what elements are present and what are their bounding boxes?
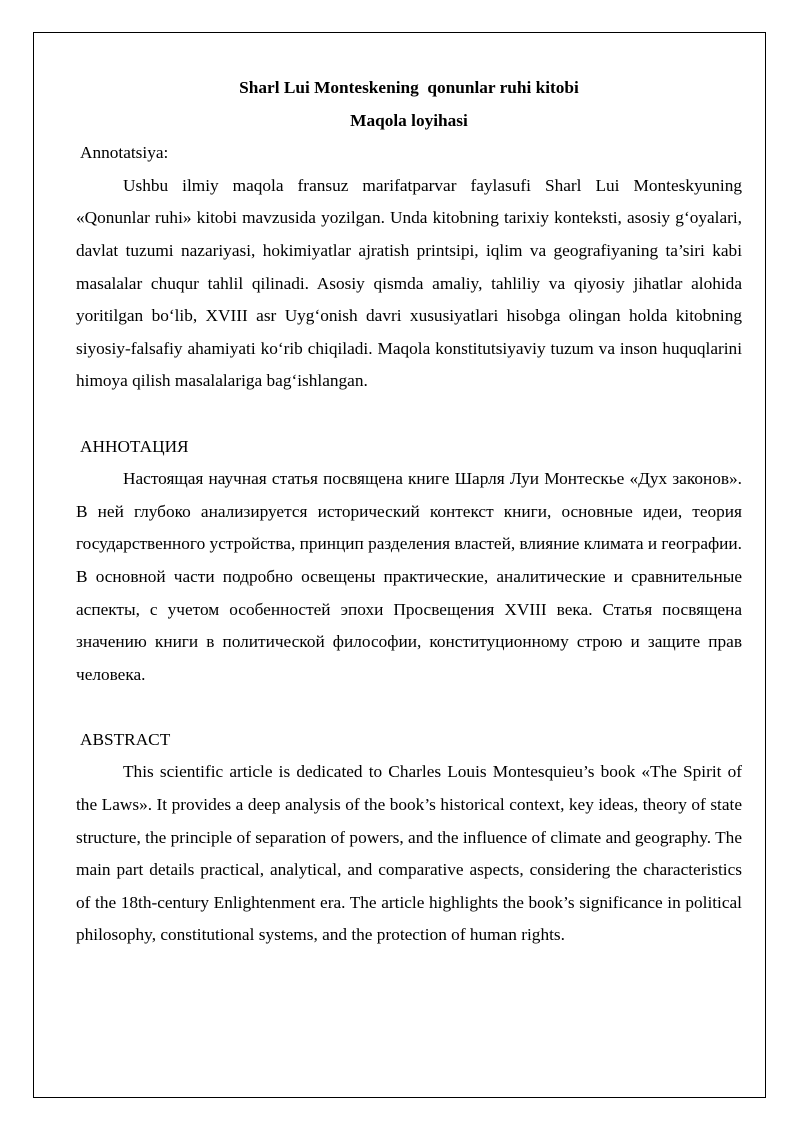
section-heading-abstract: ABSTRACT	[80, 729, 171, 749]
section-body-annotatsiya: Ushbu ilmiy maqola fransuz marifatparvar faylasufi Sharl Lui Monteskyuning «Qonunlar ruhi» kitobi mavzusida yozilgan. Unda kitobning tarixiy konteksti, asosiy g‘oyalari, davlat tuzumi nazariyasi, hokimiyatlar ajratish printsipi, iqlim va geografiyaning ta’siri kabi masalalar chuqur tahlil qilinadi. Asosiy qismda amaliy, tahliliy va qiyosiy jihatlar alohida yoritilgan bo‘lib, XVIII asr Uyg‘onish davri xususiyatlari hisobga olingan holda kitobning siyosiy-falsafiy ahamiyati ko‘rib chiqiladi. Maqola konstitutsiyaviy tuzum va inson huquqlarini himoya qilish masalalariga bag‘ishlangan.	[76, 175, 742, 391]
document-subtitle: Maqola loyihasi	[350, 110, 468, 130]
section-heading-annotatsiya-ru: АННОТАЦИЯ	[80, 436, 189, 456]
document-title: Sharl Lui Monteskening qonunlar ruhi kitobi	[239, 78, 579, 97]
section-spacer	[76, 691, 742, 724]
section-spacer	[76, 398, 742, 431]
section-body-annotatsiya-ru: Настоящая научная статья посвящена книге Шарля Луи Монтескье «Дух законов». В ней глубоко анализируется исторический контекст книги, основные идеи, теория государственного устройства, принцип разделения властей, влияние климата и географии. В основной части подробно освещены практические, аналитические и сравнительные аспекты, с учетом особенностей эпохи Просвещения XVIII века. Статья посвящена значению книги в политической философии, конституционному строю и защите прав человека.	[76, 469, 742, 684]
document-body	[76, 72, 742, 952]
section-body-abstract: This scientific article is dedicated to Charles Louis Montesquieu’s book «The Spirit of the Laws». It provides a deep analysis of the book’s historical context, key ideas, theory of state structure, the principle of separation of powers, and the influence of climate and geography. The main part details practical, analytical, and comparative aspects, considering the characteristics of the 18th-century Enlightenment era. The article highlights the book’s significance in political philosophy, constitutional systems, and the protection of human rights.	[76, 762, 742, 945]
section-heading-annotatsiya: Annotatsiya:	[80, 143, 169, 163]
